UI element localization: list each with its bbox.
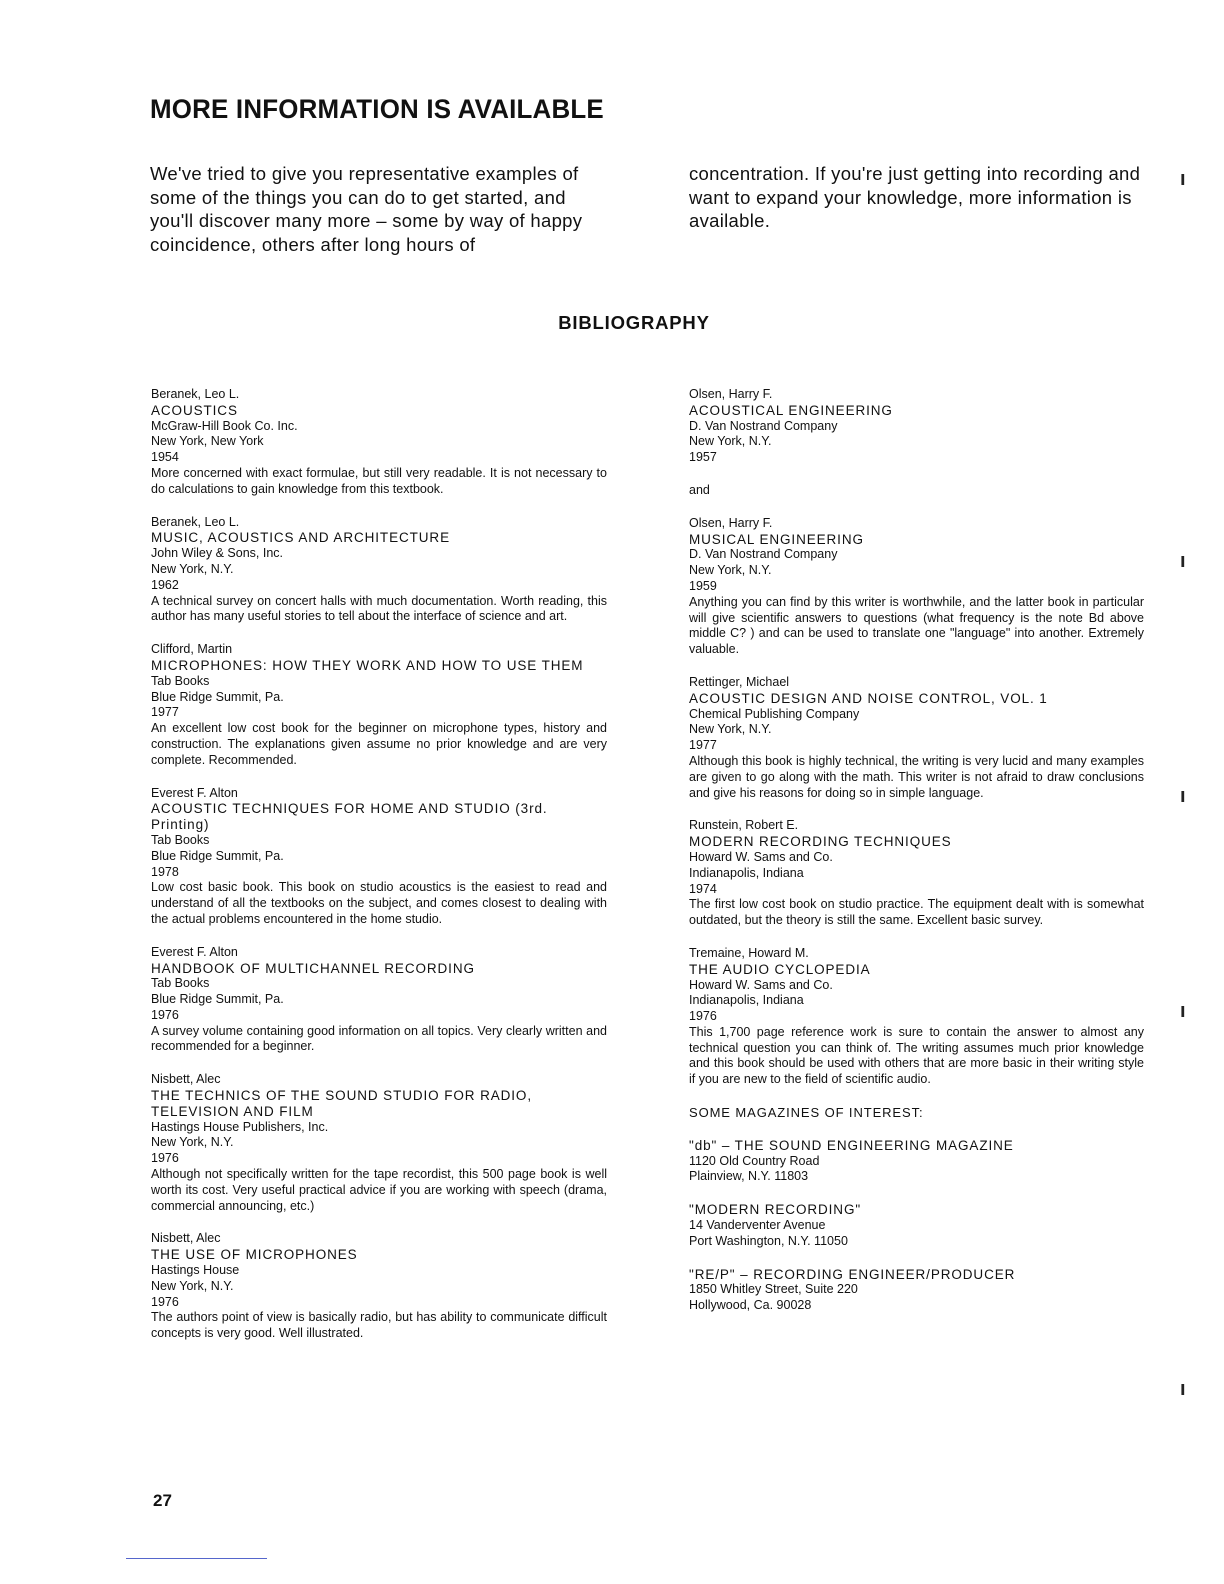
scan-mark: ı [1180, 550, 1186, 572]
entry-place: Indianapolis, Indiana [689, 993, 804, 1008]
entry-note: A technical survey on concert halls with much documentation. Worth reading, this author has many useful stories to tell about the interface of science and art. [151, 593, 607, 624]
entry-author: Clifford, Martin [151, 642, 233, 657]
entry-title: MUSICAL ENGINEERING [689, 531, 864, 547]
entry-publisher: Hastings House [151, 1263, 240, 1278]
entry-publisher: D. Van Nostrand Company [689, 547, 838, 562]
scan-mark: ı [1180, 168, 1186, 190]
bibliography-entry [151, 945, 607, 1056]
entry-author: Tremaine, Howard M. [689, 945, 809, 960]
entry-place: New York, N.Y. [689, 563, 772, 578]
entry-place: Blue Ridge Summit, Pa. [151, 689, 284, 704]
bibliography-entry [689, 387, 1144, 466]
entry-year: 1978 [151, 864, 179, 879]
magazines-heading: SOME MAGAZINES OF INTEREST: [689, 1105, 924, 1121]
page-title: MORE INFORMATION IS AVAILABLE [150, 94, 604, 124]
magazine-address: 14 Vanderventer Avenue [689, 1218, 826, 1233]
entry-title: HANDBOOK OF MULTICHANNEL RECORDING [151, 960, 475, 976]
magazine-entry [689, 1202, 1144, 1249]
entry-title: THE AUDIO CYCLOPEDIA [689, 961, 871, 977]
entry-author: Nisbett, Alec [151, 1072, 221, 1087]
entry-note: The first low cost book on studio practice. The equipment dealt with is somewhat outdated, but the theory is still the same. Excellent basic survey. [689, 897, 1144, 928]
bibliography-entry [689, 946, 1144, 1088]
entry-title: THE USE OF MICROPHONES [151, 1247, 358, 1263]
entry-note: Low cost basic book. This book on studio acoustics is the easiest to read and understand of all the textbooks on the subject, and comes closest to dealing with the actual problems encountered in the home studio. [151, 880, 607, 926]
bibliography-entry [151, 515, 607, 626]
entry-place: New York, N.Y. [689, 722, 772, 737]
entry-place: Blue Ridge Summit, Pa. [151, 992, 284, 1007]
entry-place: New York, N.Y. [151, 561, 234, 576]
magazine-city: Plainview, N.Y. 11803 [689, 1169, 809, 1184]
magazine-address: 1850 Whitley Street, Suite 220 [689, 1282, 858, 1297]
entry-author: Beranek, Leo L. [151, 514, 240, 529]
entry-title: ACOUSTICS [151, 402, 238, 418]
entry-publisher: Tab Books [151, 673, 210, 688]
magazine-name: "db" – THE SOUND ENGINEERING MAGAZINE [689, 1137, 1014, 1153]
entry-author: Rettinger, Michael [689, 674, 790, 689]
entry-place: Indianapolis, Indiana [689, 865, 804, 880]
entry-year: 1976 [151, 1151, 179, 1166]
magazine-name: "MODERN RECORDING" [689, 1202, 862, 1218]
entry-note: The authors point of view is basically radio, but has ability to communicate difficult concepts is very good. Well illustrated. [151, 1310, 607, 1341]
entry-author: Olsen, Harry F. [689, 515, 773, 530]
page-number: 27 [153, 1491, 172, 1510]
entry-publisher: Chemical Publishing Company [689, 706, 860, 721]
bibliography-right-column [689, 387, 1144, 1331]
entry-year: 1977 [151, 705, 179, 720]
entry-note: Although this book is highly technical, the writing is very lucid and many examples are given to go along with the math. This writer is not afraid to draw conclusions and give his reasons for doing so in simple language. [689, 753, 1144, 800]
and-connector: and [689, 482, 710, 497]
entry-year: 1974 [689, 881, 717, 896]
entry-year: 1959 [689, 578, 717, 593]
entry-note: This 1,700 page reference work is sure to contain the answer to almost any technical question you can think of. The writing assumes much prior knowledge and this book should be used with others that are more basic in their writing style if you are new to the field of scientific audio. [689, 1024, 1144, 1087]
magazine-city: Port Washington, N.Y. 11050 [689, 1233, 848, 1248]
entry-place: New York, New York [151, 434, 264, 449]
entry-title: ACOUSTICAL ENGINEERING [689, 402, 893, 418]
entry-year: 1976 [151, 1007, 179, 1022]
bibliography-heading: BIBLIOGRAPHY [558, 312, 710, 333]
entry-year: 1976 [689, 1009, 717, 1024]
entry-year: 1954 [151, 450, 179, 465]
entry-title: ACOUSTIC DESIGN AND NOISE CONTROL, VOL. 1 [689, 690, 1048, 706]
entry-publisher: Tab Books [151, 832, 210, 847]
entry-note: Although not specifically written for the tape recordist, this 500 page book is well worth its cost. Very useful practical advice if you are working with speech (drama, commercial announcing, etc.) [151, 1167, 607, 1213]
bibliography-entry [151, 786, 607, 928]
entry-place: Blue Ridge Summit, Pa. [151, 848, 284, 863]
bibliography-entry [689, 818, 1144, 929]
bibliography-entry [151, 642, 607, 768]
scan-mark: ı [1180, 785, 1186, 807]
entry-author: Beranek, Leo L. [151, 387, 240, 401]
magazine-name: "RE/P" – RECORDING ENGINEER/PRODUCER [689, 1266, 1016, 1282]
entry-author: Nisbett, Alec [151, 1231, 221, 1246]
entry-publisher: Hastings House Publishers, Inc. [151, 1119, 329, 1134]
entry-title: MODERN RECORDING TECHNIQUES [689, 834, 952, 850]
entry-publisher: Howard W. Sams and Co. [689, 977, 833, 992]
entry-note: An excellent low cost book for the beginner on microphone types, history and construction. The explanations given assume no prior knowledge and are very complete. Recommended. [151, 721, 607, 767]
entry-author: Everest F. Alton [151, 944, 238, 959]
magazine-entry [689, 1267, 1144, 1314]
entry-publisher: Howard W. Sams and Co. [689, 849, 833, 864]
entry-publisher: Tab Books [151, 976, 210, 991]
intro-paragraph-left: We've tried to give you representative examples of some of the things you can do to get started, and you'll discover many more – some by way of happy coincidence, others after long hours of [150, 163, 583, 255]
entry-place: New York, N.Y. [151, 1278, 234, 1293]
bibliography-entry [151, 387, 607, 498]
scan-mark: ı [1180, 1378, 1186, 1400]
scan-mark: ı [1180, 1000, 1186, 1022]
entry-year: 1962 [151, 577, 179, 592]
bibliography-entry [151, 1072, 607, 1214]
intro-paragraph-right: concentration. If you're just getting into recording and want to expand your knowledge, more information is available. [689, 163, 1141, 231]
entry-author: Olsen, Harry F. [689, 387, 773, 401]
entry-place: New York, N.Y. [689, 434, 772, 449]
bibliography-entry [689, 516, 1144, 658]
entry-title: THE TECHNICS OF THE SOUND STUDIO FOR RADIO, TELEVISION AND FILM [151, 1088, 532, 1119]
entry-author: Everest F. Alton [151, 785, 238, 800]
entry-year: 1976 [151, 1294, 179, 1309]
entry-year: 1977 [689, 738, 717, 753]
entry-publisher: John Wiley & Sons, Inc. [151, 546, 284, 561]
magazine-entry [689, 1138, 1144, 1185]
entry-note: Anything you can find by this writer is worthwhile, and the latter book in particular will give scientific answers to questions (what frequency is the note Bd above middle C? ) and can be used to translate one "language" into another. Extremely valuable. [689, 594, 1144, 657]
entry-note: A survey volume containing good information on all topics. Very clearly written and recommended for a beginner. [151, 1023, 607, 1054]
entry-publisher: McGraw-Hill Book Co. Inc. [151, 418, 298, 433]
entry-title: ACOUSTIC TECHNIQUES FOR HOME AND STUDIO (3rd. Printing) [151, 801, 548, 833]
entry-publisher: D. Van Nostrand Company [689, 418, 838, 433]
bibliography-entry [151, 1231, 607, 1342]
entry-title: MICROPHONES: HOW THEY WORK AND HOW TO USE THEM [151, 657, 584, 673]
entry-author: Runstein, Robert E. [689, 818, 799, 833]
bibliography-entry [689, 675, 1144, 801]
entry-place: New York, N.Y. [151, 1135, 234, 1150]
entry-note: More concerned with exact formulae, but still very readable. It is not necessary to do calculations to gain knowledge from this textbook. [151, 465, 607, 496]
magazine-city: Hollywood, Ca. 90028 [689, 1298, 812, 1313]
bibliography-left-column [151, 387, 607, 1359]
entry-year: 1957 [689, 450, 717, 465]
entry-title: MUSIC, ACOUSTICS AND ARCHITECTURE [151, 530, 450, 546]
footer-rule [126, 1558, 267, 1559]
magazine-address: 1120 Old Country Road [689, 1153, 820, 1168]
